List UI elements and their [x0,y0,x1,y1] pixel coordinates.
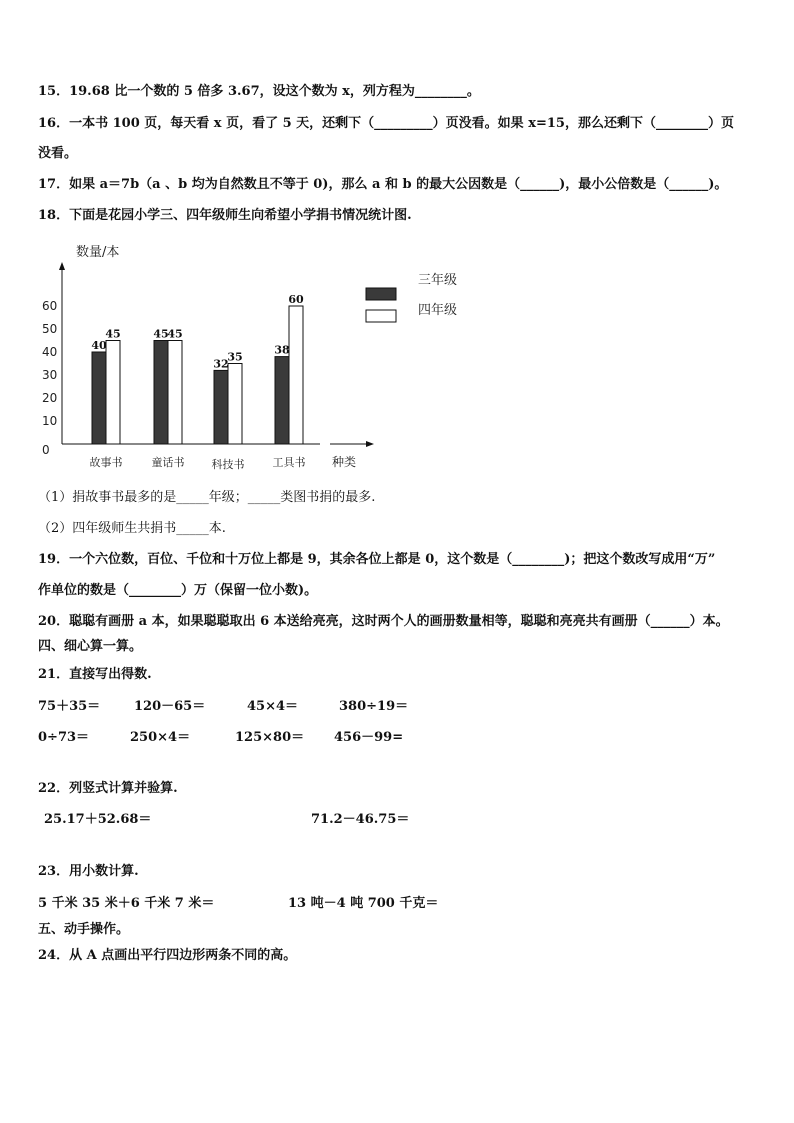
legend-swatch [366,288,396,300]
legend-label: 三年级 [418,273,458,288]
question-19-line2: 作单位的数是（________）万（保留一位小数)。 [38,583,318,598]
y-tick-label: 40 [42,345,58,359]
y-axis-arrow [59,262,65,270]
data-label: 45 [105,327,121,341]
data-label: 32 [213,357,229,371]
bar-grade4 [168,341,182,445]
question-20: 20．聪聪有画册 a 本，如果聪聪取出 6 本送给亮亮，这时两个人的画册数量相等，聪聪和亮亮共有画册（______）本。 [38,614,729,629]
decimal-calc-item: 13 吨－4 吨 700 千克＝ [288,896,439,911]
chart-legend [366,272,457,322]
legend-swatch [366,310,396,322]
calc-item: 250×4＝ [130,730,191,745]
calc-item: 456－99= [334,730,404,745]
question-16-line1: 16．一本书 100 页，每天看 x 页，看了 5 天，还剩下（_________）页没看。如果 x=15，那么还剩下（________）页 [38,116,734,131]
bar-grade4 [289,306,303,444]
y-tick-label: 20 [42,391,58,405]
category-label: 工具书 [272,456,306,469]
calc-item: 120－65＝ [134,699,206,714]
calc-item: 45×4＝ [247,699,299,714]
category-label: 童话书 [151,456,185,469]
data-label: 45 [153,327,169,341]
calc-item: 0÷73＝ [38,730,90,745]
bar-grade3 [214,370,228,444]
x-axis-label: 种类 [332,455,357,469]
question-19-line1: 19．一个六位数，百位、千位和十万位上都是 9，其余各位上都是 0，这个数是（________)；把这个数改写成用“万” [38,552,716,567]
calc-item: 75＋35＝ [38,699,101,714]
data-label: 38 [274,343,290,357]
section-5-heading: 五、动手操作。 [38,922,130,937]
question-22: 22．列竖式计算并验算. [38,781,178,796]
data-label: 35 [227,350,243,364]
bar-grade3 [92,352,106,444]
question-16-line2: 没看。 [38,146,78,161]
calc-item: 125×80＝ [235,730,305,745]
y-tick-label: 30 [42,368,58,382]
question-18-part1: （1）捐故事书最多的是_____年级；_____类图书捐的最多. [38,490,376,505]
y-tick-label: 10 [42,414,58,428]
vertical-calc-item: 71.2－46.75＝ [311,812,410,827]
y-axis-label: 数量/本 [76,245,120,260]
data-label: 45 [167,327,183,341]
question-15: 15．19.68 比一个数的 5 倍多 3.67，设这个数为 x，列方程为________。 [38,84,480,99]
x-axis-arrow [366,441,374,447]
bar-grade4 [106,341,120,445]
section-4-heading: 四、细心算一算。 [38,639,143,654]
category-label: 故事书 [89,456,123,469]
chart-bars [92,306,303,444]
y-tick-label: 0 [42,443,50,457]
question-18-part2: （2）四年级师生共捐书_____本. [38,521,226,536]
question-18: 18．下面是花园小学三、四年级师生向希望小学捐书情况统计图. [38,208,412,223]
category-label: 科技书 [211,458,245,471]
y-tick-label: 60 [42,299,58,313]
vertical-calc-item: 25.17＋52.68＝ [44,812,152,827]
bar-chart [40,236,480,476]
bar-grade3 [154,341,168,445]
question-24: 24．从 A 点画出平行四边形两条不同的高。 [38,948,297,963]
question-23: 23．用小数计算. [38,864,139,879]
bar-grade3 [275,357,289,444]
decimal-calc-item: 5 千米 35 米＋6 千米 7 米＝ [38,896,215,911]
calc-item: 380÷19＝ [339,699,409,714]
bar-grade4 [228,364,242,445]
question-21: 21．直接写出得数. [38,667,152,682]
question-17: 17．如果 a＝7b（a 、b 均为自然数且不等于 0)，那么 a 和 b 的最大公因数是（______)，最小公倍数是（______)。 [38,177,728,192]
data-label: 60 [288,293,304,306]
y-tick-label: 50 [42,322,58,336]
legend-label: 四年级 [418,303,458,318]
data-label: 40 [91,339,107,352]
